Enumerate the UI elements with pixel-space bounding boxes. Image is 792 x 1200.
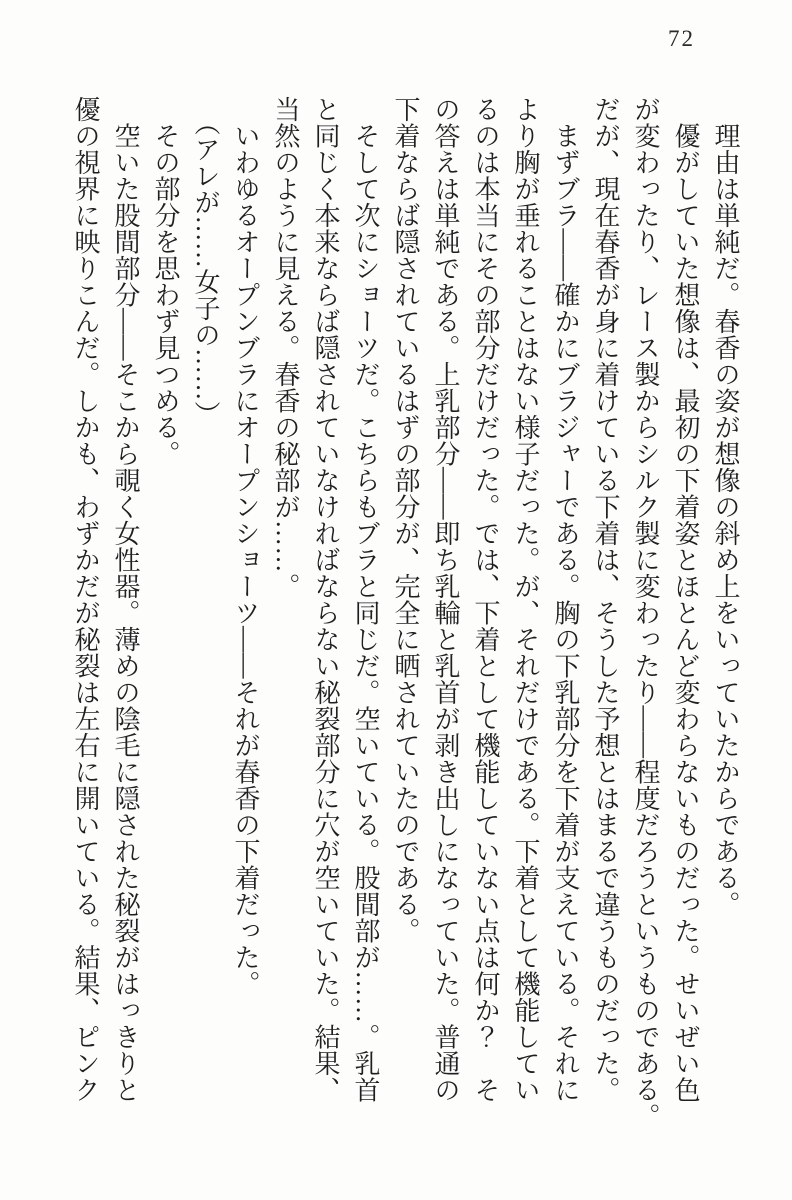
text-line: （アレが……女子の……） — [191, 96, 220, 428]
text-line: の答えは単純である。上乳部分――即ち乳輪と乳首が剥き出しになっていた。普通の — [431, 96, 460, 1103]
text-line: 当然のように見える。春香の秘部が……。 — [271, 96, 300, 600]
text-line: より胸が垂れることはない様子だった。が、それだけである。下着として機能してい — [511, 96, 540, 1103]
text-line: と同じく本来ならば隠されていなければならない秘裂部分に穴が空いていた。結果、 — [311, 96, 340, 1103]
text-line: いわゆるオープンブラにオープンショーツ――それが春香の下着だった。 — [231, 96, 260, 997]
text-line: 優の視界に映りこんだ。しかも、わずかだが秘裂は左右に開いている。結果、ピンク — [71, 96, 100, 1103]
text-line: 空いた股間部分――そこから覗く女性器。薄めの陰毛に隠された秘裂がはっきりと — [111, 96, 140, 1103]
text-line: るのは本当にその部分だけだった。では、下着として機能していない点は何か？ そ — [471, 96, 500, 1103]
text-line: 下着ならば隠されているはずの部分が、完全に晒されていたのである。 — [391, 96, 420, 944]
text-line: そして次にショーツだ。こちらもブラと同じだ。空いている。股間部が……。乳首 — [351, 96, 380, 1103]
text-line: その部分を思わず見つめる。 — [151, 96, 180, 467]
text-line: 優がしていた想像は、最初の下着姿とほとんど変わらないものだった。せいぜい色 — [671, 96, 700, 1103]
text-block — [65, 96, 745, 1130]
text-line: が変わったり、レース製からシルク製に変わったり――程度だろうというものである。 — [631, 96, 660, 1130]
text-line: まずブラ――確かにブラジャーである。胸の下乳部分を下着が支えている。それに — [551, 96, 580, 1103]
text-line: だが、現在春香が身に着けている下着は、そうした予想とはまるで違うものだった。 — [591, 96, 620, 1103]
text-line: 理由は単純だ。春香の姿が想像の斜め上をいっていたからである。 — [711, 96, 740, 918]
page-number: 72 — [668, 26, 695, 51]
